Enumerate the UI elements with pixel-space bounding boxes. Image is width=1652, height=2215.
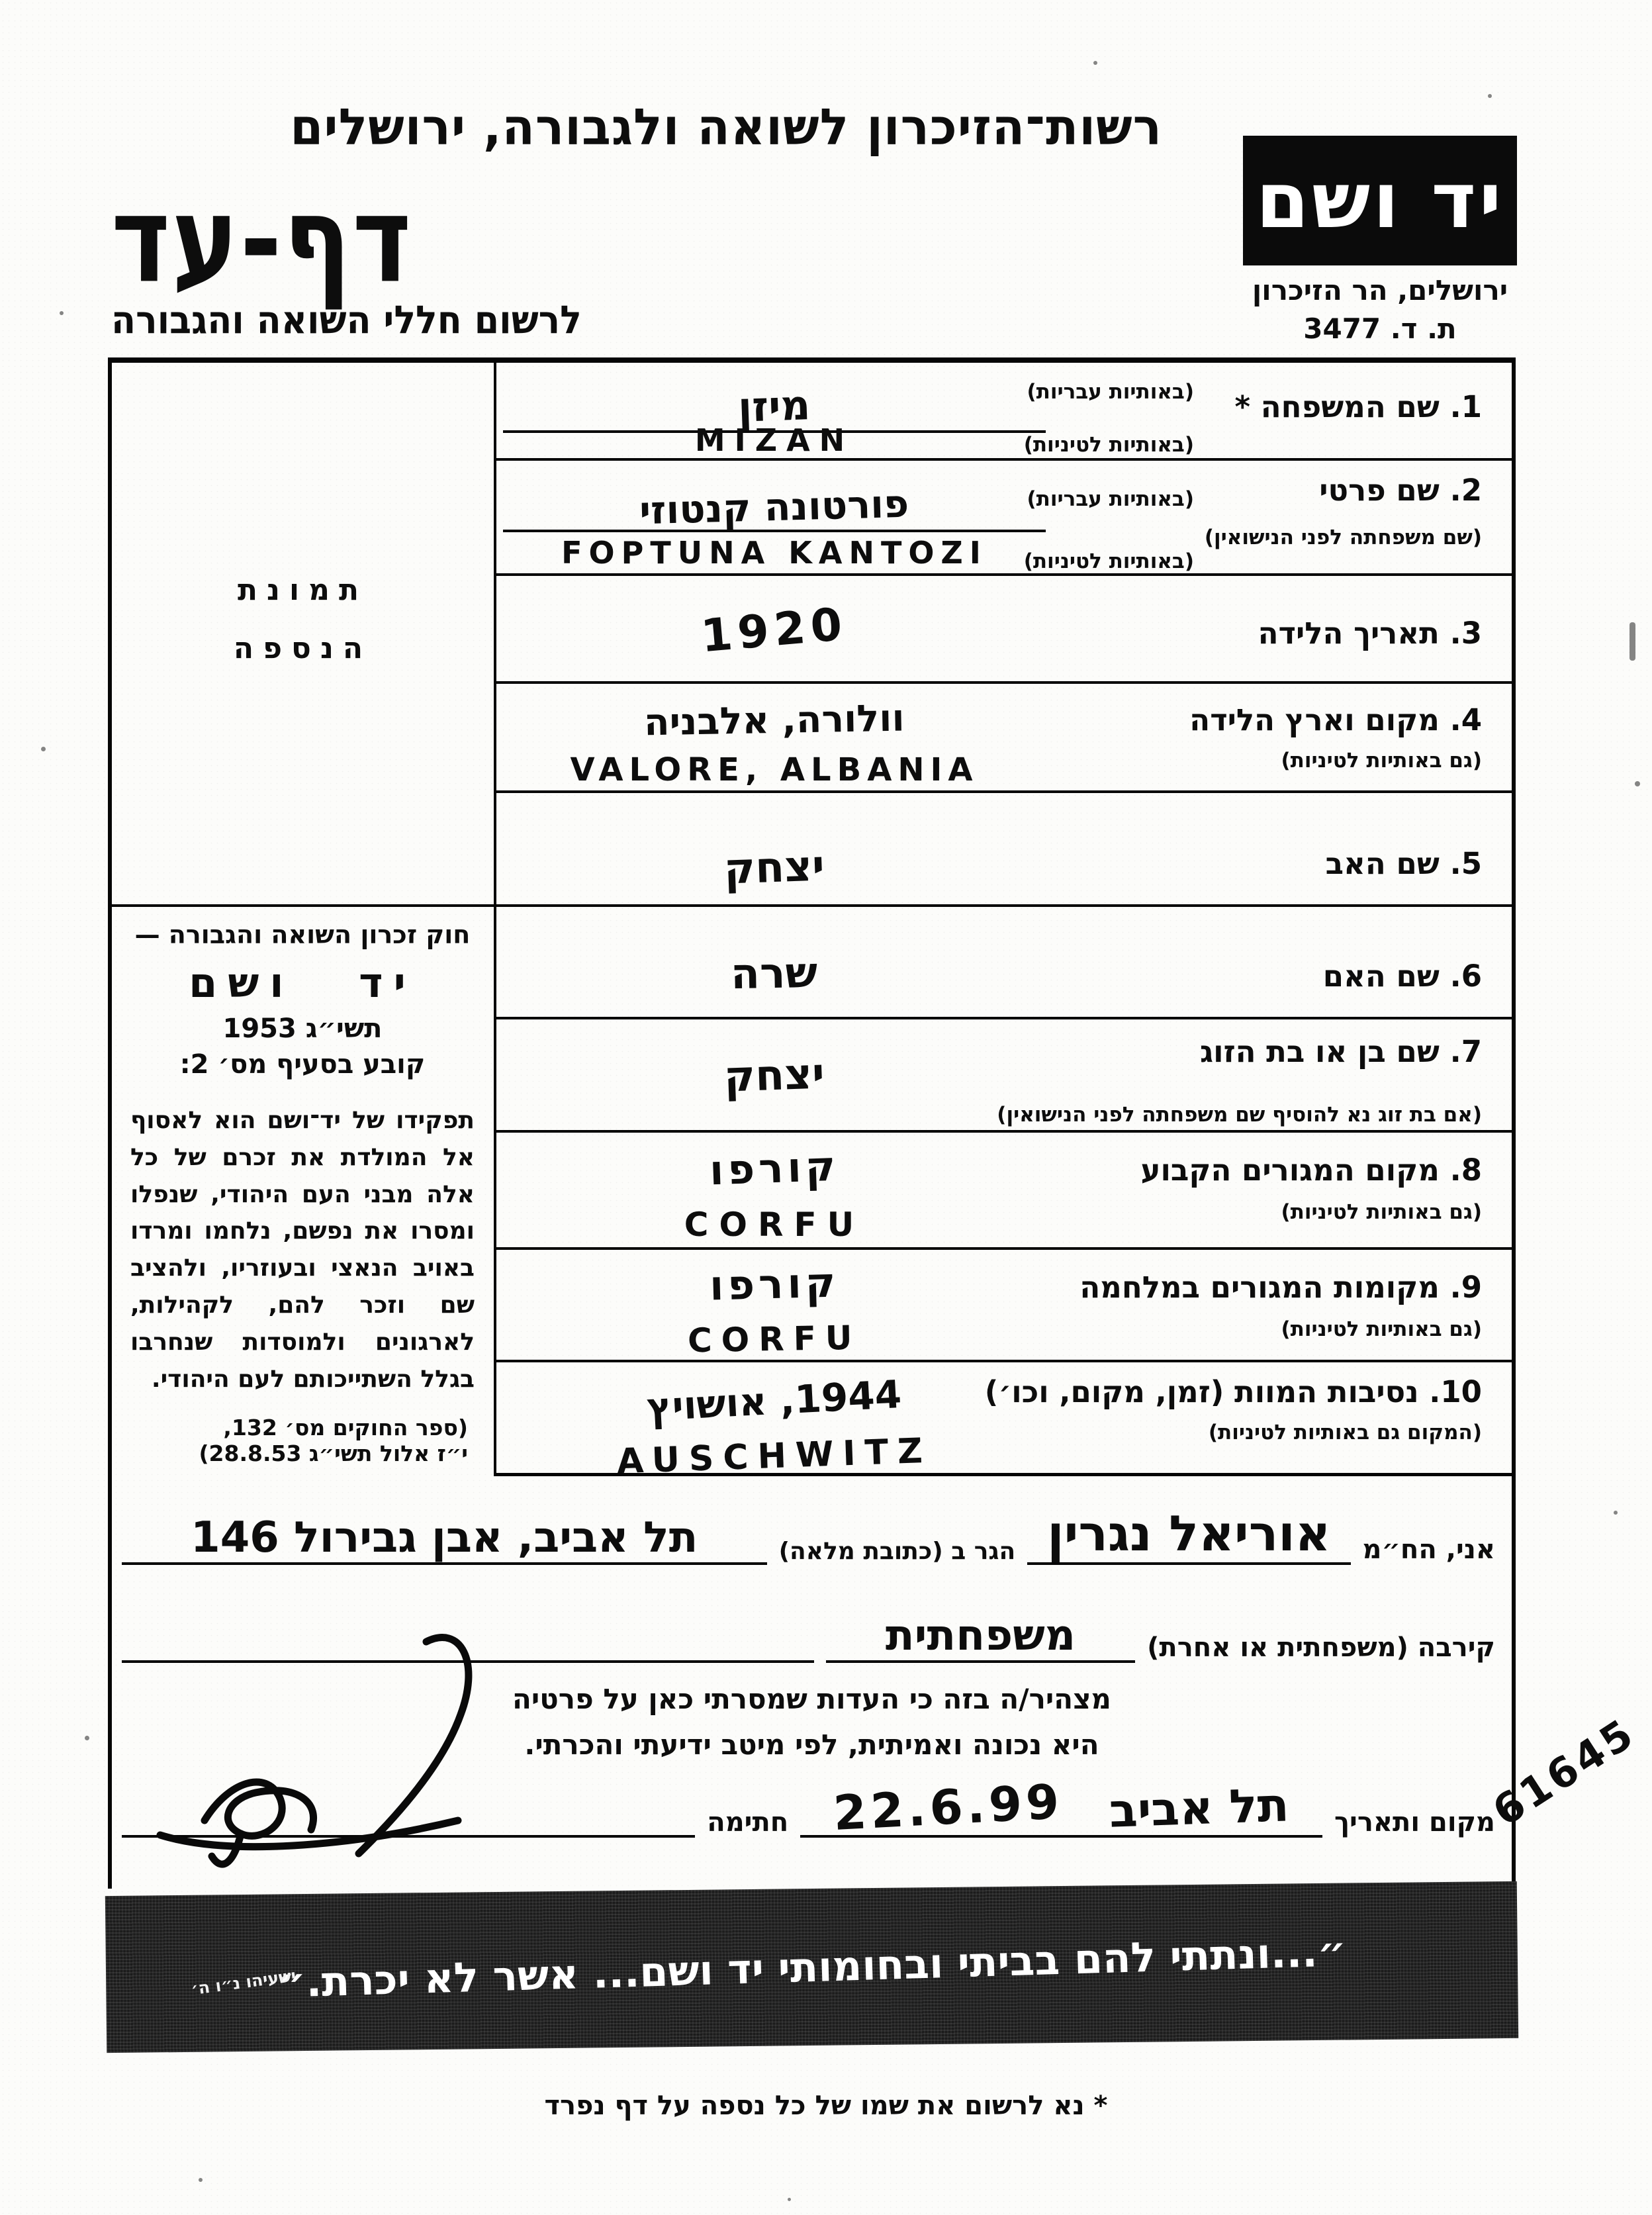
form-title: דף-עד: [111, 171, 413, 309]
law-ref-line1: (ספר החוקים מס׳ 132,: [223, 1415, 468, 1441]
law-name: יד ושם: [189, 959, 416, 1007]
handwritten-place: תל אביב: [1109, 1777, 1291, 1838]
field-number: 2.: [1449, 473, 1482, 508]
field-number: 6.: [1449, 959, 1482, 994]
signature-line: [122, 1827, 695, 1838]
statement-line2: היא נכונה ואמיתית, לפי מיטב ידיעתי והכרתי.: [524, 1728, 1099, 1762]
banner-quote-text: ״...ונתתי להם בביתי ובחומותי יד ושם... אשר לא יכרת.״: [276, 1927, 1348, 2007]
handwritten-birth-year: 1920: [699, 598, 850, 663]
handwritten-first-name-latin: FOPTUNA KANTOZI: [561, 535, 987, 571]
yad-vashem-logo: [1243, 136, 1517, 265]
field-row-death-circumstances: [496, 1362, 1512, 1482]
field-sublabel: (המקום גם באותיות לטיניות): [1208, 1421, 1482, 1444]
caption-latin-letters: (באותיות לטיניות): [1023, 549, 1194, 573]
handwritten-residence-hebrew: קורפו: [708, 1141, 841, 1195]
field-sublabel: (גם באותיות לטיניות): [1281, 1317, 1482, 1341]
quote-banner: [105, 1881, 1518, 2053]
logo-address-city: ירושלים, הר הזיכרון: [1252, 274, 1508, 306]
photo-label-line2: הנספה: [233, 632, 373, 665]
field-row-mother-name: [496, 907, 1512, 1019]
law-ref-line2: י״ז אלול תשי״ג 28.8.53): [199, 1440, 468, 1467]
field-sublabel: (גם באותיות לטיניות): [1281, 749, 1482, 773]
place-date-label: מקום ותאריך: [1334, 1807, 1495, 1838]
field-number: 9.: [1449, 1270, 1482, 1305]
law-body-text: תפקידו של יד־ושם הוא לאסוף אל המולדת את זכרם של כל אלה מבני העם היהודי, שנפלו ומסרו את נפשם, נלחמו ומרדו באויב הנאצי ובעוזריו, ולהציב שם וזכר להם, לקהילות, לארגונים ולמוסדות שנחרבו בגלל השתייכותם לעם היהודי.: [130, 1107, 475, 1393]
field-row-permanent-residence: [496, 1133, 1512, 1250]
photo-law-divider-line: [112, 904, 496, 907]
field-number: 3.: [1449, 616, 1482, 651]
handwritten-file-number: 61645: [1484, 1708, 1644, 1836]
field-label: 3. תאריך הלידה: [1258, 616, 1482, 651]
handwritten-place-date: [800, 1773, 1322, 1842]
field-row-birth-date: [496, 576, 1512, 684]
field-row-war-residence: [496, 1250, 1512, 1362]
law-section: קובע בסעיף מס׳ 2:: [179, 1049, 426, 1080]
caption-hebrew-letters: (באותיות עבריות): [1027, 487, 1194, 511]
law-intro: חוק זכרון השואה והגבורה —: [134, 920, 471, 949]
form-border-box: [108, 357, 1516, 1889]
handwritten-date: 22.6.99: [832, 1773, 1065, 1842]
handwritten-war-residence-latin: CORFU: [687, 1318, 862, 1360]
handwritten-birth-place-latin: VALORE, ALBANIA: [570, 751, 979, 788]
declaration-witness-line: [122, 1505, 1495, 1565]
undersigned-label: אני, הח״מ: [1362, 1534, 1495, 1565]
field-row-father-name: [496, 793, 1512, 907]
residing-label: הגר ב (כתובת מלאה): [778, 1538, 1016, 1565]
handwritten-death-place-hebrew: 1944, אושויץ: [645, 1371, 903, 1431]
field-sublabel: (גם באותיות לטיניות): [1281, 1200, 1482, 1224]
field-number: 5.: [1449, 846, 1482, 881]
field-number: 8.: [1449, 1153, 1482, 1188]
handwritten-birth-place-hebrew: וולורה, אלבניה: [643, 696, 905, 745]
field-number: 4.: [1449, 702, 1482, 737]
law-year: תשי״ג 1953: [222, 1013, 383, 1044]
field-label: 1. שם המשפחה *: [1234, 389, 1482, 424]
field-number: 1.: [1449, 389, 1482, 424]
field-label: 2. שם פרטי: [1319, 473, 1482, 508]
logo-address-pob: ת. ד. 3477: [1303, 312, 1457, 345]
signature-label: חתימה: [707, 1807, 789, 1838]
handwritten-witness-name: אוריאל נגרין: [1027, 1505, 1350, 1565]
field-label: 10. נסיבות המוות (זמן, מקום, וכו׳): [984, 1374, 1482, 1409]
handwritten-mother-name: שרה: [730, 948, 819, 1000]
banner-quote-source: ישעיהו נ״ו ה׳: [189, 1965, 297, 1999]
statement-line1: מצהיר/ה בזה כי העדות שמסרתי כאן על פרטיה: [512, 1683, 1111, 1715]
field-number: 10.: [1429, 1374, 1482, 1409]
field-label: 6. שם האם: [1322, 959, 1482, 994]
handwritten-witness-address: תל אביב, אבן גבירול 146: [122, 1513, 767, 1565]
field-row-birth-place: [496, 684, 1512, 793]
photo-box-label: [112, 561, 494, 678]
field-row-family-name: [496, 363, 1512, 461]
handwritten-family-name-hebrew: מיזן: [503, 363, 1046, 433]
authority-title: רשות־הזיכרון לשואה ולגבורה, ירושלים: [290, 97, 1162, 157]
field-label: 5. שם האב: [1325, 846, 1482, 881]
logo-text: יד ושם: [1256, 156, 1504, 246]
field-sublabel: (אם בת זוג נא להוסיף שם משפחתה לפני הנישואין): [997, 1103, 1482, 1127]
law-sidebar: [130, 920, 475, 1466]
field-label: 7. שם בן או בת הזוג: [1200, 1034, 1482, 1069]
handwritten-residence-latin: CORFU: [684, 1205, 865, 1244]
field-sublabel: (שם משפחתה לפני הנישואין): [1204, 526, 1482, 549]
form-subtitle: לרשום חללי השואה והגבורה: [111, 297, 582, 343]
photo-label-line1: תמונת: [238, 573, 368, 607]
field-row-spouse-name: [496, 1019, 1512, 1133]
handwritten-death-place-latin: AUSCHWITZ: [616, 1431, 933, 1482]
field-label: 9. מקומות המגורים במלחמה: [1079, 1270, 1482, 1305]
field-label: 8. מקום המגורים הקבוע: [1140, 1153, 1482, 1188]
handwritten-relation: משפחתית: [826, 1611, 1135, 1663]
field-row-first-name: [496, 461, 1512, 576]
handwritten-war-residence-hebrew: קורפו: [708, 1258, 841, 1310]
footnote: * נא לרשום את שמו של כל נספה על דף נפרד: [544, 2091, 1108, 2121]
field-label: 4. מקום וארץ הלידה: [1189, 702, 1482, 737]
caption-hebrew-letters: (באותיות עבריות): [1027, 380, 1194, 404]
caption-latin-letters: (באותיות לטיניות): [1023, 433, 1194, 457]
handwritten-father-name: יצחק: [723, 841, 826, 894]
field-number: 7.: [1449, 1034, 1482, 1069]
law-reference: [130, 1415, 475, 1466]
handwritten-first-name-hebrew: פורטונה קנטוזי: [503, 461, 1046, 532]
handwritten-family-name-latin: MIZAN: [694, 422, 854, 458]
declaration-place-date-line: [122, 1773, 1495, 1842]
signature-scribble: [142, 1623, 565, 1881]
relation-label: קירבה (משפחתית או אחרת): [1147, 1632, 1495, 1663]
handwritten-spouse-name: יצחק: [723, 1049, 826, 1102]
